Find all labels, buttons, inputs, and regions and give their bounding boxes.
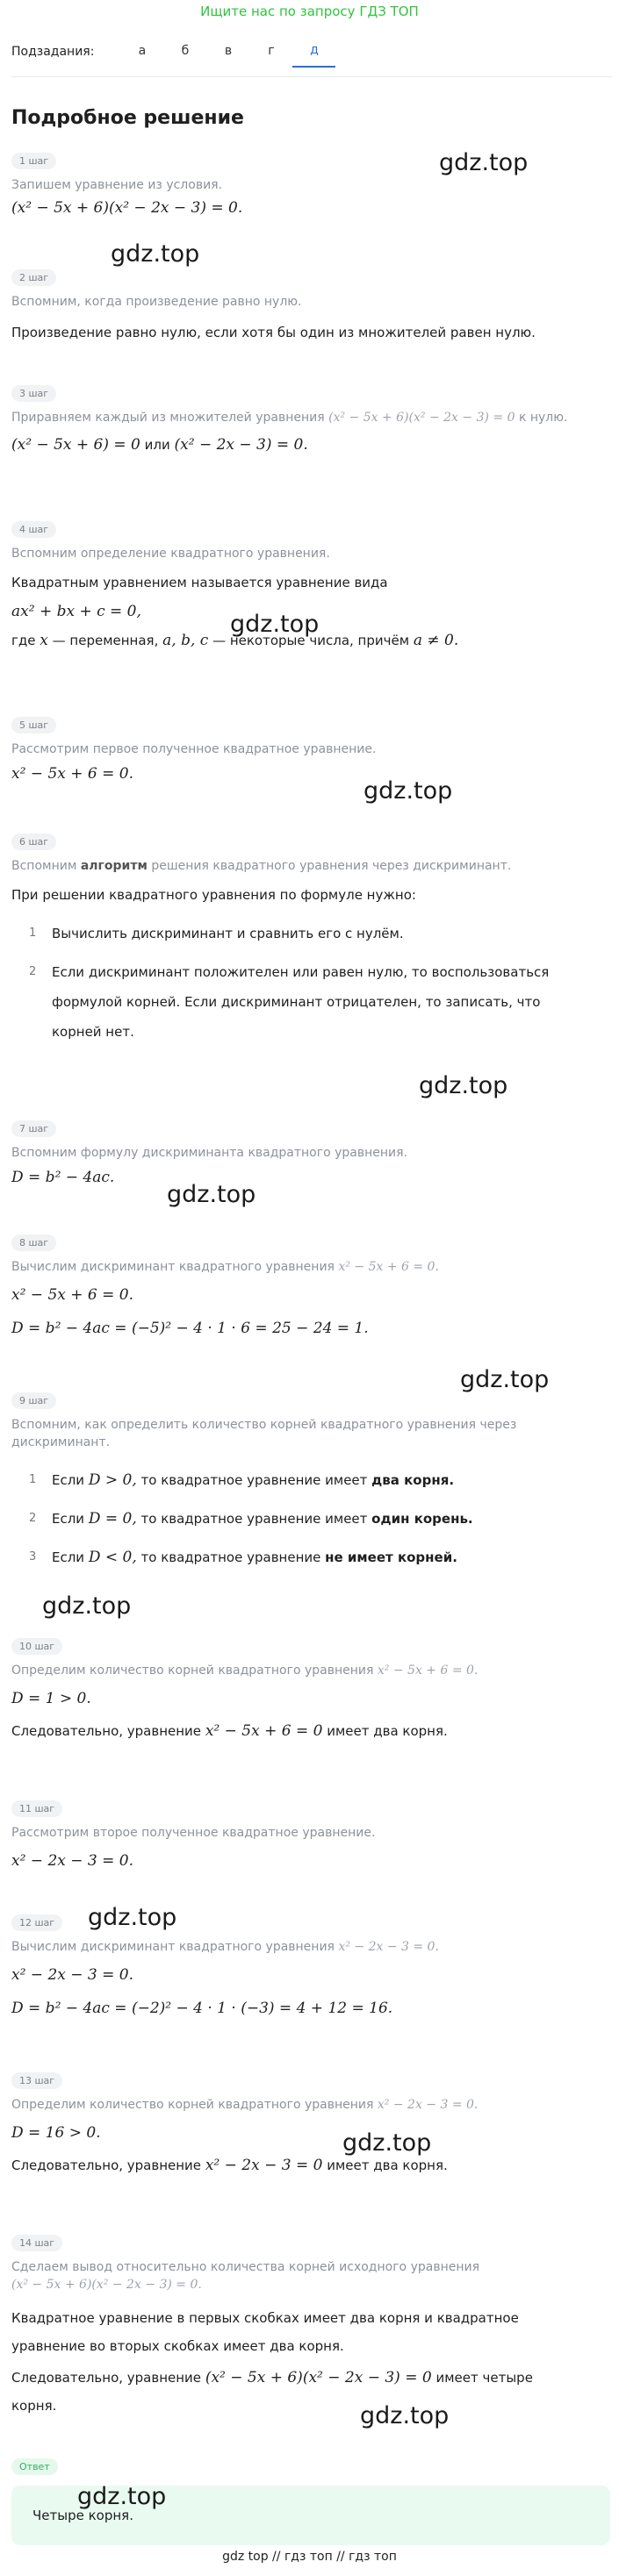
step-conclusion (11, 1720, 478, 1742)
step-text: корня. (11, 2398, 57, 2414)
step-badge: 7 шаг (11, 1120, 56, 1137)
step-badge: 5 шаг (11, 717, 56, 733)
step-math: D = 16 > 0. (11, 2124, 101, 2142)
step-math: D = b² − 4ac. (11, 1169, 115, 1186)
text: имеет два корня. (327, 2157, 448, 2173)
step-3 (11, 383, 608, 456)
math: x (40, 632, 48, 649)
note-text: Определим количество корней квадратного уравнения (11, 1664, 374, 1678)
watermark: gdz.top (230, 611, 320, 638)
algorithm-list (11, 919, 608, 1047)
list-item (11, 1465, 608, 1495)
step-math: x² − 5x + 6 = 0. (11, 1286, 133, 1304)
text: Следовательно, уравнение (11, 2157, 202, 2173)
step-1 (11, 151, 242, 217)
step-badge: 3 шаг (11, 385, 56, 402)
text: — переменная, (52, 633, 159, 648)
tab-v[interactable]: в (224, 44, 233, 58)
step-note-math: (x² − 5x + 6)(x² − 2x − 3) = 0. (11, 2278, 202, 2292)
note-math: x² − 2x − 3 = 0. (338, 1940, 439, 1954)
step-note: Рассмотрим первое полученное квадратное уравнение. (11, 742, 377, 756)
step-badge: 8 шаг (11, 1234, 56, 1251)
math: x² − 5x + 6 = 0 (205, 1722, 323, 1740)
list-text: Если D = 0, то квадратное уравнение имеет один корень. (52, 1510, 473, 1528)
watermark: gdz.top (360, 2402, 450, 2429)
step-math: D = b² − 4ac = (−5)² − 4 · 1 · 6 = 25 − 24 = 1. (11, 1320, 369, 1337)
list-number: 2 (29, 1512, 37, 1525)
note-text: к нулю. (518, 411, 568, 425)
text: — некоторые числа, причём (212, 633, 410, 648)
step-note: Вспомним определение квадратного уравнения. (11, 547, 330, 561)
step-badge: 10 шаг (11, 1638, 62, 1655)
list-item (11, 1542, 608, 1572)
step-math: (x² − 5x + 6) = 0 (11, 436, 140, 454)
step-note (11, 1662, 478, 1679)
step-math: x² − 2x − 3 = 0. (11, 1852, 133, 1870)
step-conclusion (11, 2154, 478, 2177)
note-text: Вспомним (11, 859, 77, 873)
step-badge: 11 шаг (11, 1800, 62, 1817)
subtasks-label: Подзадания: (11, 45, 95, 59)
step-note: Вспомним, как определить количество корней квадратного уравнения через (11, 1418, 517, 1432)
footer-links[interactable]: gdz top // гдз топ // гдз топ (222, 2550, 397, 2564)
list-number: 1 (29, 1473, 37, 1486)
tab-d[interactable]: д (292, 36, 335, 68)
step-9 (11, 1391, 608, 1572)
list-text: Если D < 0, то квадратное уравнение не имеет корней. (52, 1549, 457, 1566)
list-text: Если D > 0, то квадратное уравнение имеет два корня. (52, 1471, 455, 1489)
note-text: Определим количество корней квадратного уравнения (11, 2098, 374, 2112)
list-number: 1 (29, 927, 37, 940)
list-item (11, 1504, 608, 1534)
list-item-continued (11, 987, 608, 1017)
step-note: Сделаем вывод относительно количества корней исходного уравнения (11, 2260, 480, 2274)
note-bold: алгоритм (80, 859, 148, 873)
step-math: D = 1 > 0. (11, 1690, 91, 1707)
list-text: формулой корней. Если дискриминант отрицателен, то записать, что (52, 994, 541, 1010)
list-text: Вычислить дискриминант и сравнить его с нулём. (52, 926, 404, 941)
watermark: gdz.top (460, 1366, 550, 1393)
step-10 (11, 1636, 478, 1742)
step-math: x² − 5x + 6 = 0. (11, 765, 133, 783)
subtasks-divider (11, 76, 612, 77)
step-badge: 2 шаг (11, 269, 56, 286)
step-2 (11, 268, 536, 344)
step-text: При решении квадратного уравнения по формуле нужно: (11, 887, 416, 903)
list-text: корней нет. (52, 1024, 134, 1040)
step-badge: 4 шаг (11, 521, 56, 538)
text: Следовательно, уравнение (11, 2370, 202, 2386)
step-note (11, 409, 608, 426)
list-item (11, 919, 608, 948)
step-badge: 12 шаг (11, 1914, 62, 1931)
step-badge: 9 шаг (11, 1392, 56, 1409)
step-5 (11, 715, 376, 783)
step-11 (11, 1799, 375, 1870)
step-text: Произведение равно нулю, если хотя бы один из множителей равен нулю. (11, 325, 536, 340)
step-math: ax² + bx + c = 0, (11, 603, 141, 620)
step-text: уравнение во вторых скобках имеет два корня. (11, 2338, 344, 2354)
note-text: Вычислим дискриминант квадратного уравнения (11, 1260, 335, 1274)
list-item-continued (11, 1017, 608, 1047)
note-text: Приравняем каждый из множителей уравнения (11, 411, 325, 425)
text: где (11, 633, 36, 648)
watermark: gdz.top (167, 1181, 256, 1208)
math: x² − 2x − 3 = 0 (205, 2157, 323, 2174)
step-text: Квадратное уравнение в первых скобках имеет два корня и квадратное (11, 2310, 519, 2326)
step-math: x² − 2x − 3 = 0. (11, 1966, 133, 1984)
list-number: 2 (29, 965, 37, 978)
step-note (11, 1258, 439, 1276)
note-text: Вычислим дискриминант квадратного уравнения (11, 1940, 335, 1954)
math: (x² − 5x + 6)(x² − 2x − 3) = 0 (205, 2369, 432, 2386)
roots-rules-list (11, 1465, 608, 1572)
watermark: gdz.top (42, 1592, 132, 1620)
tab-g[interactable]: г (268, 44, 275, 58)
watermark: gdz.top (342, 2129, 432, 2157)
math: a, b, c (162, 632, 209, 649)
watermark: gdz.top (419, 1072, 508, 1099)
step-equations (11, 433, 608, 456)
text: имеет четыре (435, 2370, 533, 2386)
step-math: D = b² − 4ac = (−2)² − 4 · 1 · (−3) = 4 + 12 = 16. (11, 2000, 393, 2017)
answer-text: Четыре корня. (32, 2508, 133, 2523)
step-badge: 14 шаг (11, 2235, 62, 2251)
list-number: 3 (29, 1550, 37, 1563)
answer-badge: Ответ (11, 2458, 58, 2475)
list-item (11, 957, 608, 987)
step-badge: 6 шаг (11, 834, 56, 850)
list-text: Если дискриминант положителен или равен нулю, то воспользоваться (52, 964, 550, 980)
step-6 (11, 832, 608, 1047)
step-note (11, 2096, 478, 2114)
step-math: (x² − 2x − 3) = 0. (174, 436, 308, 454)
note-text: решения квадратного уравнения через дискриминант. (151, 859, 512, 873)
step-note (11, 857, 608, 875)
step-note: Вспомним, когда произведение равно нулю. (11, 295, 302, 309)
watermark: gdz.top (439, 149, 529, 176)
solution-title: Подробное решение (11, 107, 244, 129)
search-banner[interactable]: Ищите нас по запросу ГДЗ ТОП (200, 4, 419, 19)
step-7 (11, 1119, 407, 1186)
step-text: Квадратным уравнением называется уравнение вида (11, 575, 388, 590)
step-8 (11, 1233, 439, 1337)
step-conclusion (11, 2364, 608, 2392)
text: имеет два корня. (327, 1723, 448, 1739)
step-13 (11, 2071, 478, 2177)
step-note: Запишем уравнение из условия. (11, 178, 223, 192)
subtasks-bar (0, 26, 619, 77)
watermark: gdz.top (77, 2483, 167, 2510)
step-12 (11, 1913, 439, 2017)
watermark: gdz.top (88, 1904, 177, 1931)
tab-a[interactable]: а (138, 44, 147, 58)
tab-b[interactable]: б (181, 44, 190, 58)
step-note: дискриминант. (11, 1435, 111, 1449)
step-badge: 13 шаг (11, 2072, 62, 2089)
step-badge: 1 шаг (11, 153, 56, 169)
step-note: Вспомним формулу дискриминанта квадратного уравнения. (11, 1146, 408, 1160)
step-math: (x² − 5x + 6)(x² − 2x − 3) = 0. (11, 199, 243, 217)
step-note (11, 1938, 439, 1956)
note-math: x² − 5x + 6 = 0. (377, 1664, 479, 1678)
note-math: (x² − 5x + 6)(x² − 2x − 3) = 0 (328, 411, 515, 425)
note-math: x² − 5x + 6 = 0. (338, 1260, 439, 1274)
watermark: gdz.top (111, 240, 200, 268)
math: a ≠ 0. (413, 632, 459, 649)
conjunction: или (144, 437, 170, 453)
text: Следовательно, уравнение (11, 1723, 202, 1739)
step-note: Рассмотрим второе полученное квадратное уравнение. (11, 1826, 376, 1840)
step-14 (11, 2233, 608, 2420)
note-math: x² − 2x − 3 = 0. (377, 2098, 479, 2112)
watermark: gdz.top (363, 777, 453, 805)
